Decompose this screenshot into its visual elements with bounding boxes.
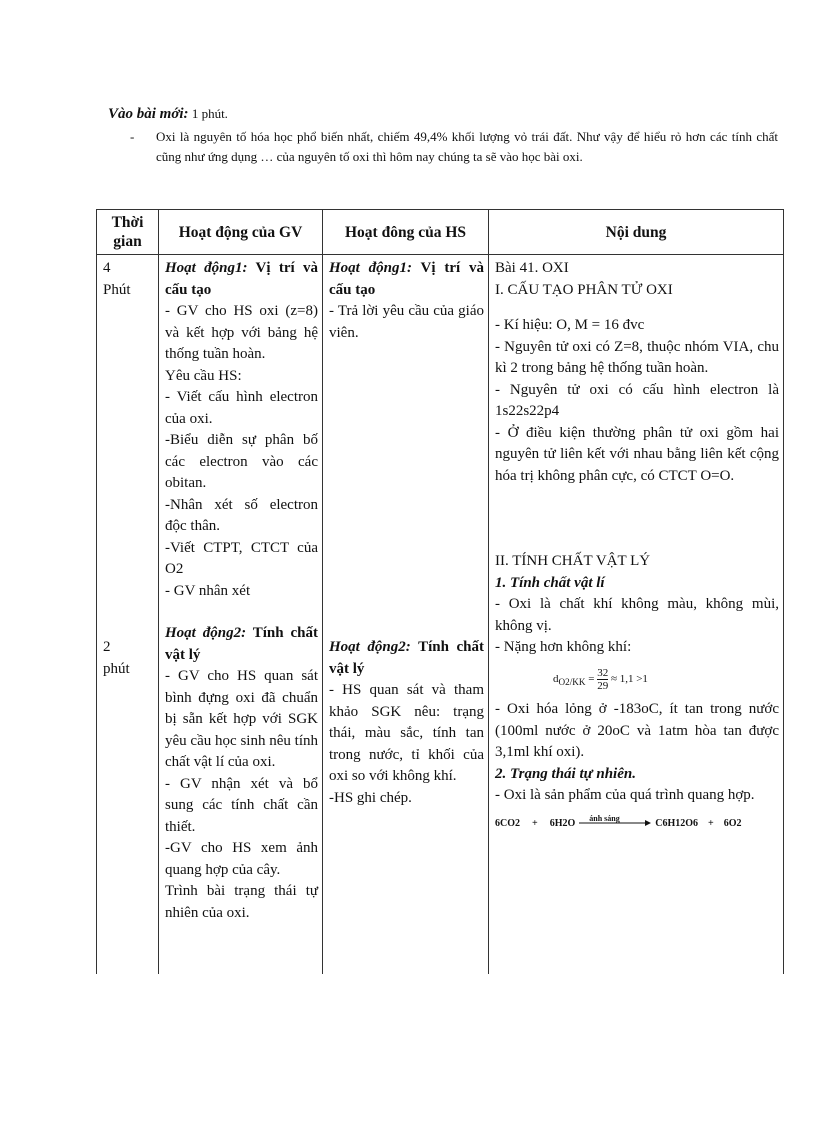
gv2-line: Trình bài trạng thái tự nhiên của oxi. <box>165 883 318 921</box>
gv1-line: -Viết CTPT, CTCT của O2 <box>165 539 318 577</box>
hs-activity2-title: Tính chất vật lý <box>329 639 484 677</box>
gv2-line: - GV cho HS quan sát bình đựng oxi đã chuẩn bị sẵn kết hợp với SGK yêu cầu học sinh nêu tính chất vật lí của oxi. <box>165 668 318 770</box>
header-hs: Hoạt đông của HS <box>323 210 489 255</box>
lesson-table <box>96 209 784 974</box>
nd1-line: - Ở điều kiện thường phân tử oxi gồm hai nguyên tử liên kết với nhau bằng liên kết cộng hóa trị không phân cực, có CTCT O=O. <box>495 424 779 484</box>
header-time: Thời gian <box>97 210 159 255</box>
gv1-line: - GV nhân xét <box>165 582 251 599</box>
reaction-arrow: ánh sáng <box>579 819 651 827</box>
time-1: 4 Phút <box>103 260 131 298</box>
section-1-title: I. CẤU TẠO PHÂN TỬ OXI <box>495 281 673 298</box>
subsection-2-title: 2. Trạng thái tự nhiên. <box>495 765 636 782</box>
hs1-line: - Trả lời yêu cầu của giáo viên. <box>329 303 484 341</box>
hs2-line: - HS quan sát và tham khảo SGK nêu: trạng thái, màu sắc, tính tan trong nước, tỉ khối của oxi so với không khí. <box>329 682 484 784</box>
gv1-line: Yêu cầu HS: <box>165 367 242 384</box>
gv1-line: - GV cho HS oxi (z=8) và kết hợp với bảng hệ thống tuần hoàn. <box>165 303 318 362</box>
nd1-line: - Kí hiệu: O, M = 16 đvc <box>495 317 645 333</box>
intro-dash: - <box>130 129 135 144</box>
intro-time: 1 phút. <box>191 106 228 121</box>
gv-activity1-title: Vị trí và cấu tạo <box>165 260 318 298</box>
hs-activity1-title: Vị trí và cấu tạo <box>329 260 484 298</box>
gv1-line: - Viết cấu hình electron của oxi. <box>165 389 318 427</box>
gv1-line: -Nhân xét số electron độc thân. <box>165 496 318 534</box>
gv2-line: -GV cho HS xem ảnh quang hợp của cây. <box>165 840 318 878</box>
time-2: 2 phút <box>103 639 130 677</box>
table-row <box>97 255 784 925</box>
nd2-natural-line: - Oxi là sản phẩm của quá trình quang hợp. <box>495 787 755 804</box>
nd1-line: - Nguyên tử oxi có cấu hình electron là 1s22s22p4 <box>495 381 779 419</box>
gv-activity1-label: Hoạt động1: <box>165 260 248 276</box>
nd1-line: - Nguyên tử oxi có Z=8, thuộc nhóm VIA, chu kì 2 trong bảng hệ thống tuần hoàn. <box>495 338 779 376</box>
nd2-line: - Oxi là chất khí không màu, không mùi, không vị. <box>495 596 779 634</box>
gv-activity2-label: Hoạt động2: <box>165 625 247 641</box>
lesson-title: Bài 41. OXI <box>495 260 569 276</box>
intro-section <box>108 104 778 167</box>
intro-text: Oxi là nguyên tố hóa học phổ biến nhất, chiếm 49,4% khối lượng vỏ trái đất. Như vậy để hiểu rỏ hơn các tính chất cũng như ứng dụng … của nguyên tố oxi thì hôm nay chúng ta sẽ vào học bài oxi. <box>156 129 778 164</box>
nd2-line: - Nặng hơn không khí: <box>495 639 632 655</box>
hs2-line: -HS ghi chép. <box>329 789 412 806</box>
gv-activity2-title: Tính chất vật lý <box>165 625 318 663</box>
gv1-line: -Biểu diễn sự phân bố các electron vào các obitan. <box>165 432 318 491</box>
hs-activity1-label: Hoạt động1: <box>329 260 412 276</box>
header-content: Nội dung <box>489 210 784 255</box>
subsection-1-title: 1. Tính chất vật lí <box>495 574 605 591</box>
intro-title: Vào bài mới: <box>108 106 189 122</box>
header-gv: Hoạt động của GV <box>159 210 323 255</box>
section-2-title: II. TÍNH CHẤT VẬT LÝ <box>495 553 651 569</box>
density-formula: $d_{O2/KK}$ = $\frac{32}{29}$ ≈ 1,1 >1 <box>553 666 648 692</box>
nd2-liquid-line: - Oxi hóa lỏng ở -183oC, ít tan trong nước (100ml nước ở 20oC và 1atm hòa tan được 3,1ml khí oxi). <box>495 701 779 761</box>
gv2-line: - GV nhận xét và bổ sung các tính chất cần thiết. <box>165 775 318 835</box>
photosynthesis-equation: 6CO2 + 6H2O ánh sáng C6H12O6 + 6O2 <box>495 814 742 829</box>
hs-activity2-label: Hoạt động2: <box>329 639 411 655</box>
